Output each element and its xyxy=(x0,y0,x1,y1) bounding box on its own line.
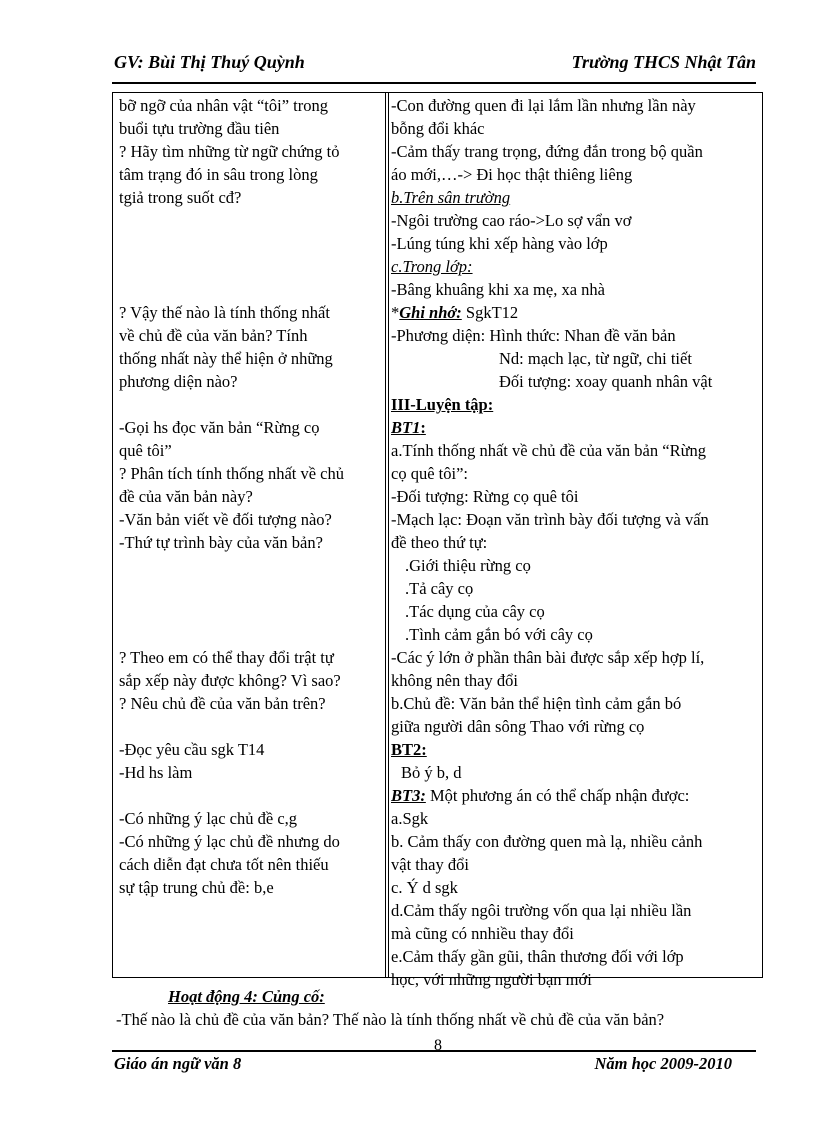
question-line xyxy=(119,577,381,600)
list-item: .Tình cảm gắn bó với cây cọ xyxy=(405,625,593,644)
text-line: không nên thay đổi xyxy=(391,671,518,690)
question-line: -Văn bản viết về đối tượng nào? xyxy=(119,510,332,529)
question-line: buổi tựu trường đầu tiên xyxy=(119,119,280,138)
column-divider xyxy=(385,93,386,977)
text-line: -Cảm thấy trang trọng, đứng đắn trong bộ quần xyxy=(391,142,703,161)
ghi-nho-line xyxy=(391,301,761,324)
text-line: -Các ý lớn ở phần thân bài được sắp xếp hợp lí, xyxy=(391,648,705,667)
page-footer xyxy=(112,1054,756,1080)
school-year: Năm học 2009-2010 xyxy=(594,1054,732,1073)
teacher-name: GV: Bùi Thị Thuý Quỳnh xyxy=(114,52,305,72)
question-line: ? Phân tích tính thống nhất về chủ xyxy=(119,464,344,483)
question-line: sự tập trung chủ đề: b,e xyxy=(119,878,274,897)
subheading-san-truong: b.Trên sân trường xyxy=(391,188,511,207)
footer-rule xyxy=(112,1050,756,1052)
text-line: cọ quê tôi”: xyxy=(391,464,468,483)
bt1-label: BT1 xyxy=(391,418,421,437)
question-line: quê tôi” xyxy=(119,441,172,460)
text-line: -Đối tượng: Rừng cọ quê tôi xyxy=(391,487,579,506)
question-line: ? Vậy thế nào là tính thống nhất xyxy=(119,303,330,322)
question-line xyxy=(119,715,381,738)
text-line: Đối tượng: xoay quanh nhân vật xyxy=(499,372,713,391)
list-item: .Tả cây cọ xyxy=(405,579,474,598)
teacher-activity-column xyxy=(119,94,381,899)
text-line: e.Cảm thấy gần gũi, thân thương đối với lớp xyxy=(391,947,684,966)
question-line: -Thứ tự trình bày của văn bản? xyxy=(119,533,323,552)
question-line: -Có những ý lạc chủ đề nhưng do xyxy=(119,832,340,851)
bt3-text: Một phương án có thể chấp nhận được: xyxy=(425,786,690,805)
ghi-nho-ref: SgkT12 xyxy=(461,303,519,322)
section-heading-luyen-tap: III-Luyện tập: xyxy=(391,395,494,414)
text-line: a.Sgk xyxy=(391,809,429,828)
text-line: -Lúng túng khi xếp hàng vào lớp xyxy=(391,234,608,253)
subject-title: Giáo án ngữ văn 8 xyxy=(114,1054,242,1073)
question-line xyxy=(119,255,381,278)
question-line: tâm trạng đó in sâu trong lòng xyxy=(119,165,318,184)
text-line: -Phương diện: Hình thức: Nhan đề văn bản xyxy=(391,326,676,345)
text-line: a.Tính thống nhất về chủ đề của văn bản “Rừng xyxy=(391,441,707,460)
text-line: d.Cảm thấy ngôi trường vốn qua lại nhiều lần xyxy=(391,901,692,920)
question-line: -Hd hs làm xyxy=(119,763,193,782)
bt1-heading-line: BT1: xyxy=(391,418,426,437)
text-line: b.Chủ đề: Văn bản thể hiện tình cảm gắn bó xyxy=(391,694,682,713)
question-line xyxy=(119,784,381,807)
question-line: -Có những ý lạc chủ đề c,g xyxy=(119,809,298,828)
text-line: c. Ý d sgk xyxy=(391,878,458,897)
list-item: .Tác dụng của cây cọ xyxy=(405,602,545,621)
question-line xyxy=(119,600,381,623)
list-item: .Giới thiệu rừng cọ xyxy=(405,556,531,575)
question-line: -Gọi hs đọc văn bản “Rừng cọ xyxy=(119,418,320,437)
text-line: học, với những người bạn mới xyxy=(391,970,592,989)
text-line: bỗng đổi khác xyxy=(391,119,485,138)
content-column xyxy=(391,94,761,991)
text-line: Nd: mạch lạc, từ ngữ, chi tiết xyxy=(499,349,692,368)
text-line: đề theo thứ tự: xyxy=(391,533,488,552)
question-line: tgiả trong suốt cđ? xyxy=(119,188,242,207)
question-line xyxy=(119,232,381,255)
question-line: -Đọc yêu cầu sgk T14 xyxy=(119,740,265,759)
question-line: ? Theo em có thể thay đổi trật tự xyxy=(119,648,334,667)
text-line: -Ngôi trường cao ráo->Lo sợ vẩn vơ xyxy=(391,211,632,230)
question-line: thống nhất này thể hiện ở những xyxy=(119,349,333,368)
question-line xyxy=(119,623,381,646)
text-line: -Con đường quen đi lại lắm lần nhưng lần này xyxy=(391,96,696,115)
subheading-trong-lop: c.Trong lớp: xyxy=(391,257,473,276)
question-line: về chủ đề của văn bản? Tính xyxy=(119,326,308,345)
question-line: phương diện nào? xyxy=(119,372,238,391)
question-line xyxy=(119,393,381,416)
bt2-label: BT2: xyxy=(391,740,427,759)
asterisk: * xyxy=(391,303,400,322)
ghi-nho-label: Ghi nhớ: xyxy=(399,303,462,322)
text-line: -Mạch lạc: Đoạn văn trình bày đối tượng và vấn xyxy=(391,510,709,529)
text-line: Bỏ ý b, d xyxy=(401,763,462,782)
text-line: áo mới,…-> Đi học thật thiêng liêng xyxy=(391,165,633,184)
activity-question: -Thế nào là chủ đề của văn bản? Thế nào là tính thống nhất về chủ đề của văn bản? xyxy=(116,1010,665,1029)
text-line: mà cũng có nnhiều thay đổi xyxy=(391,924,574,943)
question-line: sắp xếp này được không? Vì sao? xyxy=(119,671,341,690)
bt3-line xyxy=(391,784,761,807)
page-number: 8 xyxy=(434,1037,442,1054)
question-line: ? Nêu chủ đề của văn bản trên? xyxy=(119,694,326,713)
text-line: vật thay đổi xyxy=(391,855,469,874)
school-name: Trường THCS Nhật Tân xyxy=(571,52,756,72)
question-line: cách diễn đạt chưa tốt nên thiếu xyxy=(119,855,329,874)
question-line xyxy=(119,278,381,301)
lesson-table xyxy=(112,92,763,989)
activity-title: Hoạt động 4: Củng cố: xyxy=(168,987,325,1006)
question-line xyxy=(119,209,381,232)
question-line: bỡ ngỡ của nhân vật “tôi” trong xyxy=(119,96,328,115)
bt3-label: BT3: xyxy=(391,786,426,805)
question-line: ? Hãy tìm những từ ngữ chứng tỏ xyxy=(119,142,340,161)
text-line: -Bâng khuâng khi xa mẹ, xa nhà xyxy=(391,280,605,299)
question-line xyxy=(119,554,381,577)
text-line: b. Cảm thấy con đường quen mà lạ, nhiều cảnh xyxy=(391,832,703,851)
column-divider-inner xyxy=(388,93,389,977)
text-line: giữa người dân sông Thao với rừng cọ xyxy=(391,717,645,736)
header-rule xyxy=(112,82,756,84)
page-header xyxy=(112,52,756,78)
question-line: đề của văn bản này? xyxy=(119,487,253,506)
